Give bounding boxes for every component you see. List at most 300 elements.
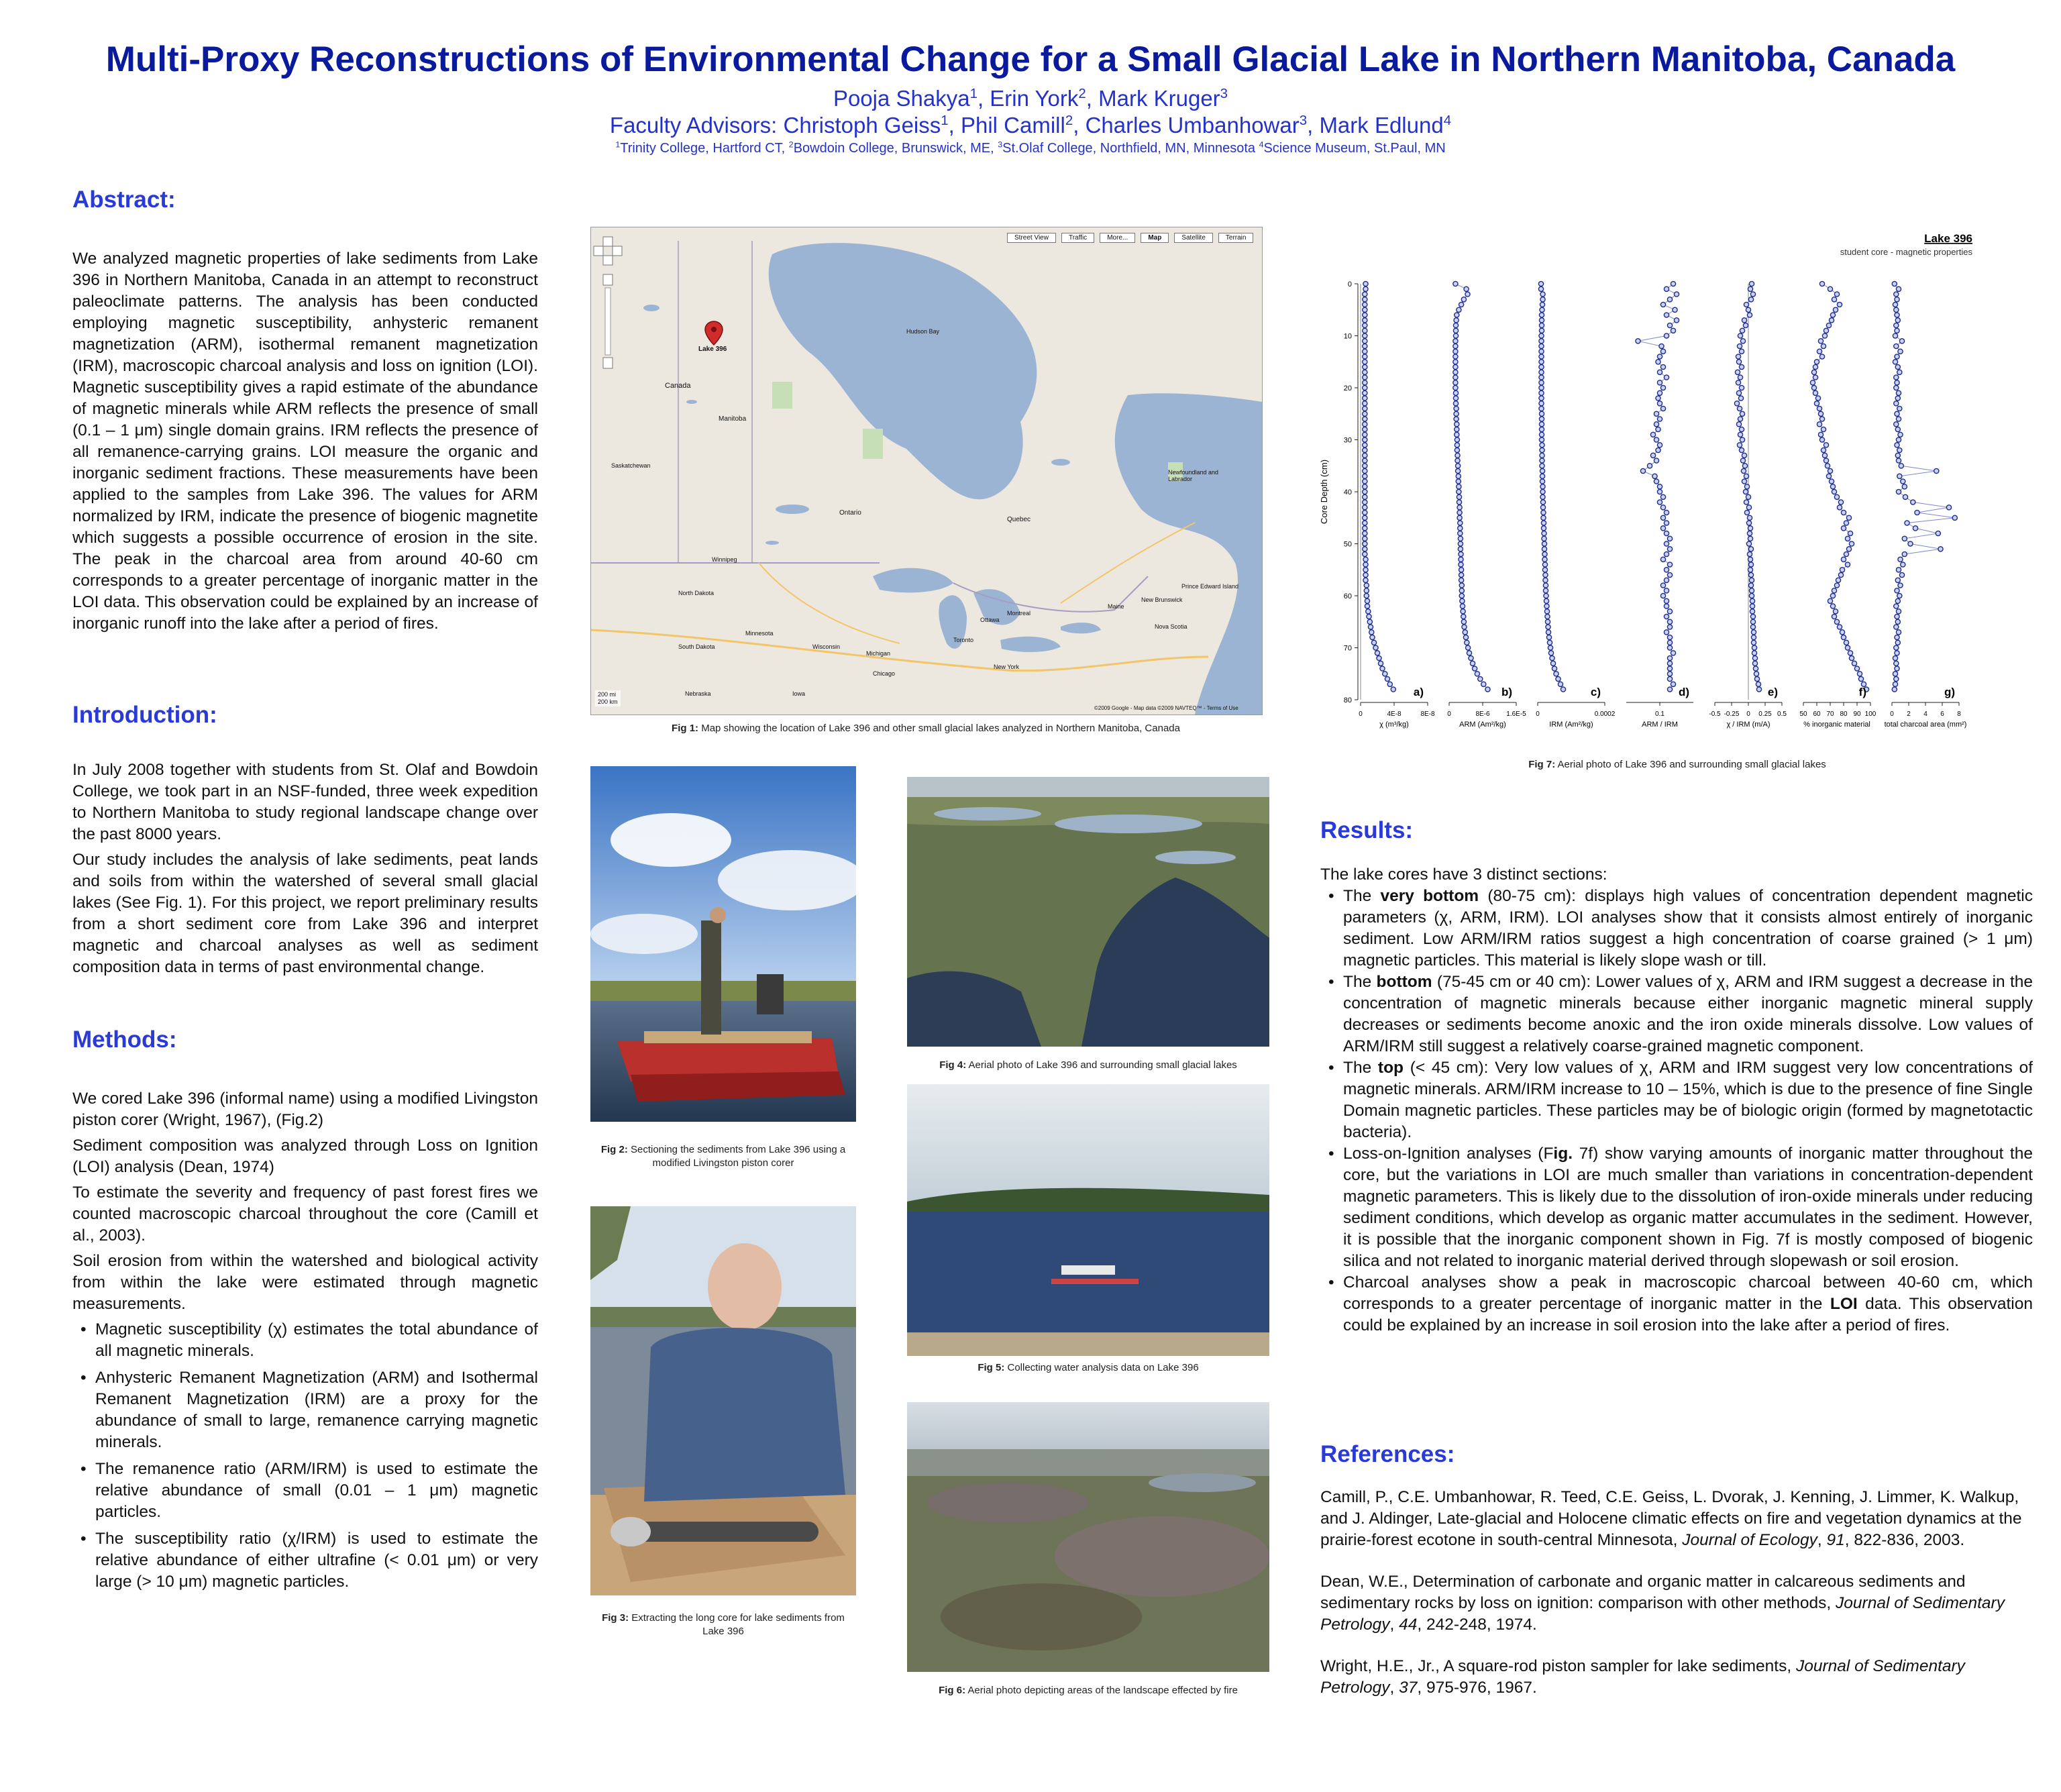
data-point — [1895, 453, 1900, 458]
data-point — [1895, 297, 1899, 302]
data-point — [1744, 474, 1748, 478]
data-point — [1838, 572, 1843, 577]
data-point — [1899, 464, 1903, 468]
data-point — [1822, 453, 1827, 458]
data-point — [1848, 531, 1852, 535]
data-point — [1746, 494, 1750, 499]
data-point — [1754, 676, 1759, 681]
affiliation-mark: 2 — [1065, 113, 1073, 128]
x-axis-label: % inorganic material — [1803, 721, 1870, 729]
data-point — [1747, 531, 1752, 535]
data-point — [1654, 411, 1658, 416]
data-point — [1541, 521, 1546, 525]
map-button-satellite[interactable]: Satellite — [1174, 233, 1213, 243]
data-point — [1542, 536, 1546, 541]
methods-bullet: • The susceptibility ratio (χ/IRM) is used to estimate the relative abundance of either ultrafine (< 0.01 μm) or very large (> 10 μm) magnetic particles. — [81, 1530, 538, 1591]
data-point — [1667, 672, 1672, 676]
data-point — [1895, 328, 1899, 333]
person-name: Phil Camill — [960, 113, 1065, 138]
methods-paragraph: Soil erosion from within the watershed and biological activity from within the lake were estimated through magnetic measurements. — [72, 1252, 538, 1313]
data-point — [1664, 313, 1669, 317]
methods-heading: Methods: — [72, 1026, 177, 1053]
data-point — [1458, 541, 1463, 546]
data-point — [1664, 578, 1669, 582]
data-point — [1894, 625, 1899, 629]
data-point — [1365, 598, 1369, 603]
data-point — [1455, 422, 1459, 427]
data-point — [1454, 417, 1459, 421]
data-point — [1664, 541, 1669, 546]
data-point — [1895, 578, 1900, 582]
data-point — [1830, 484, 1835, 489]
data-point — [1375, 651, 1379, 655]
data-point — [1453, 323, 1458, 327]
data-point — [1667, 547, 1672, 551]
data-point — [1364, 593, 1369, 598]
methods-paragraph: We cored Lake 396 (informal name) using a modified Livingston piston corer (Wright, 1967), (Fig.2) — [72, 1090, 538, 1129]
data-point — [1539, 375, 1544, 380]
data-point — [1841, 557, 1846, 562]
data-point — [1829, 318, 1834, 323]
data-point — [1539, 411, 1544, 416]
data-point — [1454, 411, 1459, 416]
data-point — [1813, 375, 1817, 380]
map-place-label: Nova Scotia — [1155, 623, 1187, 630]
data-point — [1892, 281, 1897, 286]
data-point — [1667, 609, 1672, 614]
data-point — [1810, 380, 1815, 385]
data-point — [1465, 640, 1469, 645]
map-scale: 200 mi 200 km — [595, 690, 621, 706]
fig3-caption: Fig 3: Extracting the long core for lake sediments from Lake 396 — [602, 1612, 845, 1637]
abstract-text: We analyzed magnetic properties of lake sediments from Lake 396 in Northern Manitoba, Canada in an attempt to reconstruct paleoclimate patterns. The analysis has been conducted employing magnetic susceptibility, anhysteric remanent magnetization (ARM), isothermal remanent magnetization (IRM), macroscopic charcoal analysis and loss on ignition (LOI). Magnetic susceptibility gives a rapid estimate of the abundance of magnetic minerals while ARM reflects the presence of small (0.1 – 1 μm) single domain grains. IRM reflects the presence of all remanence-carrying grains. LOI measure the organic and inorganic sediment fractions. These measurements have been applied to the samples from Lake 396. The values for ARM normalized by IRM, indicate the presence of biogenic magnetite which suggests a possible occurrence of erosion in the site. The peak in the charcoal area from around 40-60 cm corresponds to a greater percentage of inorganic matter in the LOI data. This observation could be explained by an increase of inorganic runoff into the lake after a period of fires. — [72, 250, 538, 633]
panel-letter: d) — [1678, 686, 1689, 698]
data-point — [1660, 494, 1665, 499]
fig6-photo — [907, 1402, 1269, 1672]
data-point — [1656, 427, 1660, 431]
data-point — [1854, 666, 1859, 671]
data-point — [1744, 500, 1748, 505]
data-point — [1548, 651, 1553, 655]
data-point — [1363, 572, 1368, 577]
data-point — [1540, 458, 1544, 463]
data-point — [1667, 536, 1672, 541]
data-point — [1539, 432, 1544, 437]
data-point — [1363, 547, 1367, 551]
data-point — [1556, 676, 1561, 681]
data-point — [1461, 609, 1465, 614]
data-point — [1738, 417, 1742, 421]
data-point — [1895, 313, 1899, 317]
data-point — [1751, 640, 1756, 645]
map-button-map[interactable]: Map — [1141, 233, 1169, 243]
data-point — [1540, 302, 1544, 307]
data-point — [1737, 344, 1742, 348]
data-point — [1473, 666, 1477, 671]
data-point — [1748, 583, 1753, 588]
data-point — [1822, 333, 1827, 338]
data-point — [1749, 281, 1754, 286]
panel-letter: a) — [1413, 686, 1424, 698]
chart-subtitle: student core - magnetic properties — [1840, 247, 1972, 257]
data-point — [1363, 411, 1367, 416]
x-axis-label: IRM (Am²/kg) — [1549, 721, 1593, 729]
map-place-label: Canada — [665, 382, 691, 390]
data-point — [1363, 286, 1368, 291]
data-point — [1736, 354, 1740, 359]
data-point — [1664, 531, 1669, 535]
data-point — [1453, 380, 1458, 385]
data-point — [1824, 458, 1828, 463]
x-tick-label: 50 — [1799, 710, 1807, 718]
data-point — [1845, 536, 1850, 541]
map-place-label: Ontario — [839, 509, 861, 517]
data-point — [1364, 583, 1369, 588]
x-tick-label: 6 — [1940, 710, 1944, 718]
data-point — [1657, 443, 1662, 447]
data-point — [1664, 588, 1669, 593]
data-point — [1369, 630, 1374, 635]
fig3-photo — [590, 1206, 856, 1595]
map-place-label: Montreal — [1007, 610, 1031, 617]
map-place-label: New Brunswick — [1141, 596, 1183, 603]
person-name: Mark Kruger — [1098, 86, 1220, 111]
data-point — [1455, 437, 1459, 442]
data-point — [1660, 302, 1665, 307]
data-point — [1453, 401, 1458, 406]
data-point — [1539, 422, 1544, 427]
data-point — [1741, 468, 1746, 473]
data-point — [1371, 640, 1376, 645]
data-point — [1546, 625, 1550, 629]
data-point — [1636, 339, 1640, 344]
data-point — [1671, 328, 1675, 333]
data-point — [1895, 427, 1900, 431]
data-point — [1829, 479, 1834, 484]
y-tick-label: 80 — [1343, 696, 1352, 704]
map-place-label: Winnipeg — [712, 556, 737, 563]
data-point — [1664, 521, 1669, 525]
data-point — [1640, 468, 1645, 473]
panel-letter: g) — [1944, 686, 1955, 698]
map-button-more[interactable]: More... — [1100, 233, 1135, 243]
data-point — [1650, 453, 1655, 458]
data-point — [1830, 604, 1835, 609]
data-point — [1654, 458, 1658, 463]
data-point — [1894, 661, 1899, 666]
data-point — [1739, 385, 1744, 390]
data-point — [1834, 583, 1839, 588]
data-point — [1837, 625, 1842, 629]
affiliation-list — [0, 141, 2061, 156]
data-point — [1895, 354, 1899, 359]
data-point — [1819, 281, 1824, 286]
data-point — [1898, 557, 1903, 562]
data-point — [1363, 313, 1367, 317]
x-tick-label: 100 — [1864, 710, 1877, 718]
map-button-traffic[interactable]: Traffic — [1061, 233, 1094, 243]
data-point — [1664, 568, 1669, 572]
results-bullet: • The bottom (75-45 cm or 40 cm): Lower values of χ, ARM and IRM suggest a decrease in the concentration of magnetic minerals because either inorganic magnetic mineral supply decreases or sediments become anoxic and the iron oxide minerals dissolve. Low values of ARM/IRM still suggest a relatively coarse-grained magnetic component. — [1328, 973, 2033, 1055]
map-button-terrain[interactable]: Terrain — [1218, 233, 1254, 243]
data-point — [1540, 479, 1544, 484]
data-point — [1751, 630, 1756, 635]
data-point — [1458, 547, 1463, 551]
x-tick-label: 0.0002 — [1594, 710, 1616, 718]
data-point — [1838, 500, 1843, 505]
data-point — [1660, 364, 1665, 369]
map-place-label: Michigan — [866, 650, 891, 657]
data-point — [1363, 390, 1367, 395]
data-point — [1738, 396, 1743, 401]
data-point — [1828, 286, 1832, 291]
data-point — [1752, 651, 1756, 655]
person-name: Pooja Shakya — [833, 86, 970, 111]
data-point — [1744, 302, 1748, 307]
introduction-text — [72, 759, 538, 982]
person-name: Erin York — [990, 86, 1079, 111]
references-heading: References: — [1320, 1441, 1455, 1467]
data-point — [1825, 464, 1830, 468]
introduction-paragraph: Our study includes the analysis of lake sediments, peat lands and soils from within the watershed of several small glacial lakes (See Fig. 1). For this project, we report preliminary results from a short sediment core from Lake 396 and interpret magnetic and charcoal analyses as well as sediment composition data in terms of past environmental change. — [72, 851, 538, 976]
author-list: Pooja Shakya$^1$, Erin York$^2$, Mark Kruger$^3$ — [833, 86, 1228, 111]
data-point — [1363, 318, 1367, 323]
data-point — [1751, 635, 1756, 639]
data-point — [1470, 661, 1475, 666]
abstract-heading: Abstract: — [72, 187, 176, 213]
data-point — [1459, 578, 1464, 582]
data-point — [1738, 432, 1742, 437]
fig5-caption: Fig 5: Collecting water analysis data on Lake 396 — [977, 1362, 1199, 1373]
data-point — [1363, 500, 1367, 505]
data-point — [1453, 349, 1458, 354]
data-point — [1363, 333, 1367, 338]
data-point — [1895, 318, 1900, 323]
data-point — [1832, 297, 1836, 302]
data-point — [1817, 422, 1821, 427]
data-point — [1895, 396, 1900, 401]
data-point — [1901, 479, 1905, 484]
data-point — [1895, 411, 1899, 416]
data-point — [1654, 479, 1658, 484]
data-point — [1749, 593, 1754, 598]
data-point — [1756, 687, 1761, 692]
data-point — [1734, 401, 1739, 406]
data-point — [1895, 598, 1900, 603]
data-point — [1898, 583, 1903, 588]
data-point — [1826, 323, 1831, 327]
data-point — [1936, 531, 1940, 535]
data-point — [1667, 562, 1672, 567]
data-point — [1674, 292, 1679, 297]
x-tick-label: 0 — [1447, 710, 1451, 718]
data-point — [1742, 479, 1746, 484]
map-button-street-view[interactable]: Street View — [1007, 233, 1056, 243]
data-point — [1544, 604, 1549, 609]
data-point — [1459, 551, 1463, 556]
x-axis-label: χ / IRM (m/A) — [1726, 721, 1771, 729]
data-point — [1893, 302, 1897, 307]
fig1-caption: Fig 1: Map showing the location of Lake 396 and other small glacial lakes analyzed in Northern Manitoba, Canada — [672, 723, 1180, 734]
data-point — [1657, 489, 1662, 494]
data-point — [1896, 390, 1901, 395]
data-point — [1841, 510, 1846, 515]
data-point — [1895, 635, 1899, 639]
data-point — [1540, 468, 1544, 473]
data-point — [1363, 468, 1367, 473]
data-point — [1544, 593, 1548, 598]
data-point — [1540, 307, 1544, 312]
data-point — [1748, 286, 1752, 291]
data-point — [1363, 401, 1367, 406]
map-place-label: North Dakota — [678, 590, 715, 596]
data-point — [1897, 593, 1902, 598]
data-point — [1894, 307, 1899, 312]
x-tick-label: -0.25 — [1724, 710, 1740, 718]
data-point — [1363, 505, 1367, 510]
x-axis-label: total charcoal area (mm²) — [1884, 721, 1967, 729]
data-point — [1455, 447, 1459, 452]
data-point — [1896, 458, 1901, 463]
map-place-label: South Dakota — [678, 643, 715, 650]
data-point — [1657, 354, 1662, 359]
data-point — [1846, 547, 1851, 551]
methods-bullet-list — [72, 1319, 538, 1593]
y-tick-label: 0 — [1347, 280, 1352, 288]
data-point — [1748, 562, 1753, 567]
data-point — [1459, 568, 1464, 572]
data-point — [1901, 562, 1905, 567]
data-point — [1363, 447, 1367, 452]
data-point — [1952, 515, 1957, 520]
fig4-caption: Fig 4: Aerial photo of Lake 396 and surrounding small glacial lakes — [939, 1059, 1237, 1071]
data-point — [1667, 661, 1672, 666]
data-point — [1459, 593, 1464, 598]
data-point — [1750, 609, 1754, 614]
data-point — [1657, 390, 1662, 395]
data-point — [1540, 489, 1545, 494]
data-point — [1740, 458, 1745, 463]
data-point — [1895, 588, 1899, 593]
map-place-label: Minnesota — [745, 630, 774, 637]
affiliation-text: Science Museum, St.Paul, MN — [1263, 141, 1446, 156]
data-point — [1667, 666, 1672, 671]
panel-letter: b) — [1501, 686, 1512, 698]
data-point — [1821, 344, 1826, 348]
data-point — [1894, 422, 1899, 427]
data-point — [1667, 645, 1672, 650]
data-point — [1819, 354, 1824, 359]
x-tick-label: 4 — [1923, 710, 1927, 718]
data-point — [1740, 411, 1744, 416]
map-place-label: Maine — [1108, 603, 1124, 610]
results-bullet: • The top (< 45 cm): Very low values of χ, ARM and IRM suggest very low concentrations of magnetic minerals. ARM/IRM increase to 10 – 15%, which is due to the presence of fine Single Domain magnetic particles. These particles may be of biologic origin (formed by magnetotactic bacteria). — [1328, 1059, 2033, 1141]
map-graphic — [591, 227, 1262, 715]
map-type-controls — [1007, 233, 1253, 243]
data-point — [1363, 375, 1367, 380]
data-point — [1457, 510, 1462, 515]
data-point — [1647, 464, 1652, 468]
data-point — [1539, 437, 1544, 442]
data-point — [1539, 406, 1544, 411]
data-point — [1738, 375, 1742, 380]
data-point — [1893, 672, 1897, 676]
data-point — [1453, 364, 1458, 369]
location-map[interactable] — [590, 227, 1263, 715]
data-point — [1896, 437, 1901, 442]
data-point — [1455, 427, 1459, 431]
data-point — [1657, 380, 1662, 385]
data-point — [1895, 614, 1899, 619]
data-point — [1363, 484, 1367, 489]
data-point — [1852, 661, 1856, 666]
data-point — [1540, 453, 1544, 458]
data-point — [1540, 292, 1545, 297]
data-point — [1818, 411, 1823, 416]
methods-paragraph: To estimate the severity and frequency of past forest fires we counted macroscopic charcoal throughout the core (Camill et al., 2003). — [72, 1183, 538, 1245]
data-point — [1893, 333, 1897, 338]
data-point — [1667, 635, 1672, 639]
data-point — [1550, 661, 1555, 666]
affiliation-text: Trinity College, Hartford CT, — [620, 141, 789, 156]
data-point — [1363, 432, 1367, 437]
data-point — [1363, 422, 1367, 427]
fig7-caption: Fig 7: Aerial photo of Lake 396 and surrounding small glacial lakes — [1528, 759, 1826, 770]
results-bullet: • Loss-on-Ignition analyses (Fig. 7f) show varying amounts of inorganic matter throughout the core, but the variations in LOI are much smaller than variations in concentration-dependent magnetic parameters. This is likely due to the dissolution of iron-oxide minerals under reducing sediment conditions, which develop as organic matter accumulates in the sediment. However, it is possible that the inorganic component shown in Fig. 7f is mostly composed of biogenic silica and not related to inorganic material derived through slopewash or soil erosion. — [1328, 1145, 2033, 1270]
data-point — [1899, 339, 1904, 344]
data-point — [1543, 583, 1548, 588]
data-point — [1742, 453, 1746, 458]
data-point — [1832, 614, 1836, 619]
x-tick-label: 0.5 — [1777, 710, 1787, 718]
data-point — [1828, 598, 1832, 603]
data-point — [1832, 588, 1836, 593]
data-point — [1819, 437, 1824, 442]
data-point — [1834, 494, 1839, 499]
data-point — [1541, 526, 1546, 531]
data-point — [1744, 484, 1749, 489]
x-tick-label: 0 — [1359, 710, 1363, 718]
data-point — [1671, 651, 1675, 655]
person-name: Mark Edlund — [1319, 113, 1444, 138]
data-point — [1363, 364, 1367, 369]
data-point — [1453, 375, 1458, 380]
data-point — [1894, 344, 1899, 348]
data-point — [1664, 630, 1669, 635]
data-point — [1830, 313, 1835, 317]
advisor-list: Faculty Advisors: Christoph Geiss$^1$, Phil Camill$^2$, Charles Umbanhowar$^3$, Mark Edlund$^4$ — [609, 113, 1452, 138]
data-point — [1817, 406, 1821, 411]
data-point — [1911, 500, 1915, 505]
data-point — [1748, 526, 1752, 531]
data-point — [1539, 339, 1544, 344]
results-text — [1320, 864, 2033, 1336]
data-point — [1363, 557, 1368, 562]
data-point — [1383, 672, 1387, 676]
data-point — [1747, 551, 1752, 556]
data-point — [1750, 625, 1755, 629]
data-point — [1453, 396, 1458, 401]
data-point — [1814, 360, 1819, 364]
data-point — [1363, 526, 1367, 531]
data-point — [1657, 370, 1662, 374]
panel-letter: f) — [1858, 686, 1866, 698]
data-point — [1656, 396, 1660, 401]
data-point — [1894, 676, 1899, 681]
data-point — [1667, 619, 1672, 624]
data-point — [1456, 464, 1461, 468]
x-tick-label: 8 — [1957, 710, 1961, 718]
